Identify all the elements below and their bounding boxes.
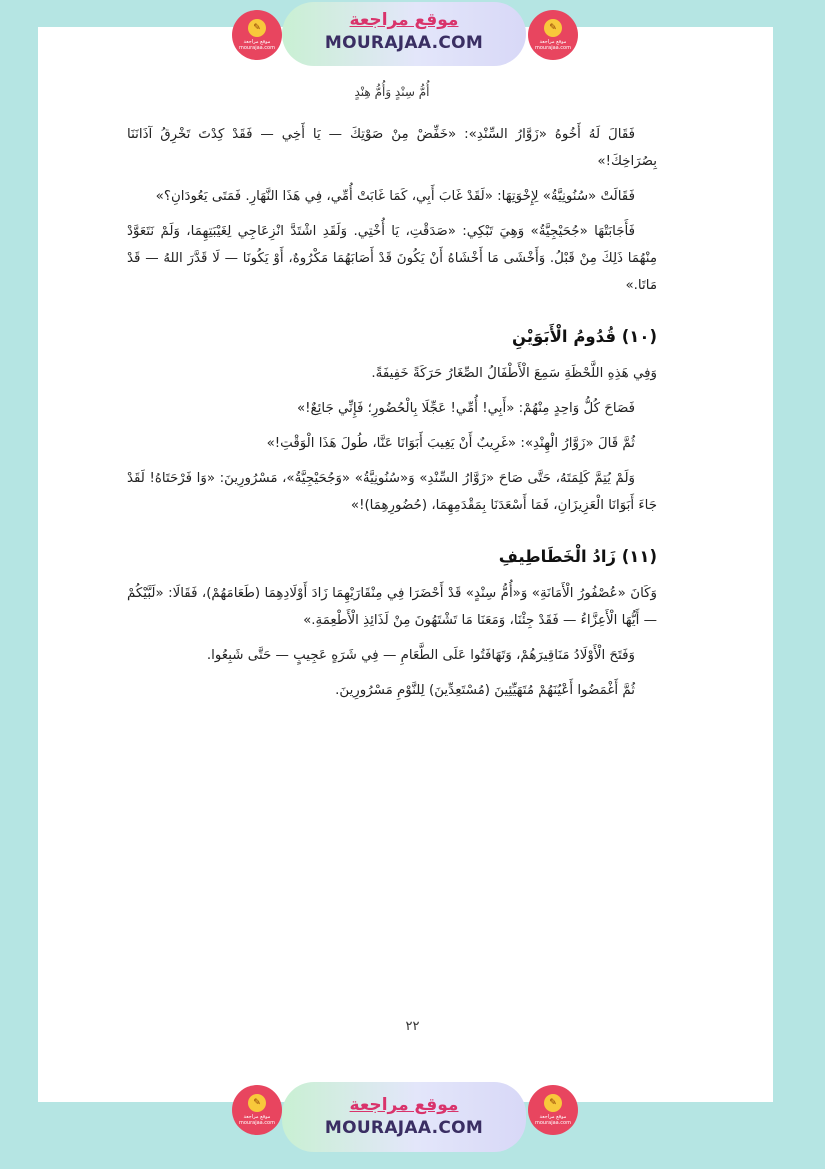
paragraph: فَأَجَابَتْهَا «جُحَيْجِيَّةُ» وَهِيَ تَبْكِي: «صَدَقْتِ، يَا أُخْتِي. وَلَقَدِ اشْتَدَّ انْزِعَاجِي لِغَيْبَتِهِمَا، وَلَمْ نَتَعَوَّدْ مِنْهُمَا ذَلِكَ مِنْ قَبْلُ. وَأَخْشَى مَا أَخْشَاهُ أَنْ يَكُونَ قَدْ أَصَابَهُمَا مَكْرُوهٌ، أَوْ يَكُونَا — لَا قَدَّرَ اللهُ — قَدْ مَاتَا.» <box>127 224 657 293</box>
logo-badge-icon: ✎ <box>248 1094 266 1112</box>
paragraph: فَقَالَ لَهُ أَخُوهُ «زَوَّارُ السِّنْدِ»: «خَفِّضْ مِنْ صَوْتِكَ — يَا أَخِي — فَقَدْ كِدْتَ تَخْرِقُ آذَانَنَا بِصُرَاخِكَ!» <box>127 127 657 169</box>
logo-caption: موقع مراجعة mourajaa.com <box>238 39 275 51</box>
paragraph: وَلَمْ يُتِمَّ كَلِمَتَهُ، حَتَّى صَاحَ «زَوَّارُ السِّنْدِ» وَ«سُنُونِيَّةُ» «وَجُحَيْجِيَّةُ»، مَسْرُورِينَ: «وَا فَرْحَتَاهُ! لَقَدْ جَاءَ أَبَوَانَا الْعَزِيزَانِ، فَمَا أَسْعَدَنَا بِمَقْدَمِهِمَا، (حُضُورِهِمَا)!» <box>127 471 657 513</box>
logo-caption: موقع مراجعة mourajaa.com <box>238 1114 275 1126</box>
site-logo-right-footer[interactable] <box>528 1085 578 1135</box>
paragraph: وَفِي هَذِهِ اللَّحْظَةِ سَمِعَ الْأَطْفَالُ الصِّغَارُ حَرَكَةً خَفِيفَةً. <box>371 366 657 381</box>
site-name-arabic[interactable]: موقع مراجعة <box>349 10 459 30</box>
logo-badge-icon: ✎ <box>544 1094 562 1112</box>
paragraph: فَقَالَتْ «سُنُونِيَّةُ» لِإِخْوَتِهَا: «لَقَدْ غَابَ أَبِي، كَمَا غَابَتْ أُمِّي، فِي هَذَا النَّهَارِ. فَمَتَى يَعُودَانِ؟» <box>155 189 635 204</box>
site-logo-left-footer[interactable] <box>232 1085 282 1135</box>
site-name-english[interactable]: MOURAJAA.COM <box>324 1118 484 1138</box>
running-title: أُمُّ سِنْدٍ وَأُمُّ هِنْدٍ <box>354 85 430 99</box>
paragraph: ثُمَّ قَالَ «زَوَّارُ الْهِنْدِ»: «غَرِيبٌ أَنْ يَغِيبَ أَبَوَانَا عَنَّا، طُولَ هَذَا الْوَقْتِ!» <box>266 436 635 451</box>
site-banner-footer[interactable] <box>282 1082 526 1152</box>
site-name-english[interactable]: MOURAJAA.COM <box>324 33 484 53</box>
section-heading-10: (١٠) قُدُومُ الْأَبَوَيْنِ <box>512 327 657 346</box>
site-banner[interactable] <box>282 2 526 66</box>
paragraph: فَصَاحَ كُلُّ وَاحِدٍ مِنْهُمْ: «أَبِي! أُمِّي! عَجِّلَا بِالْحُضُورِ؛ فَإِنِّي جَائِعٌ!» <box>296 401 635 416</box>
paragraph: وَفَتَحَ الْأَوْلَادُ مَنَاقِيرَهُمْ، وَتَهَافَتُوا عَلَى الطَّعَامِ — فِي شَرَهٍ عَجِيبٍ — حَتَّى شَبِعُوا. <box>206 648 635 663</box>
page-number: ٢٢ <box>405 1019 420 1034</box>
paragraph: وَكَانَ «عُصْفُورُ الْأَمَانَةِ» وَ«أُمُّ سِنْدٍ» قَدْ أَحْضَرَا فِي مِنْقَارَيْهِمَا زَادَ أَوْلَادِهِمَا (طَعَامَهُمْ)، فَقَالَا: «لَبَّيْكُمْ — أَيُّهَا الْأَعِزَّاءُ — فَقَدْ جِئْنَا، وَمَعَنَا مَا تَشْتَهُونَ مِنْ لَذَائِذِ الْأَطْعِمَةِ.» <box>127 586 657 628</box>
logo-badge-icon: ✎ <box>248 19 266 37</box>
site-name-arabic[interactable]: موقع مراجعة <box>349 1095 459 1115</box>
document-body <box>127 85 657 712</box>
section-heading-11: (١١) زَادُ الْخَطَاطِيفِ <box>498 547 657 566</box>
logo-badge-icon: ✎ <box>544 19 562 37</box>
paragraph: ثُمَّ أَغْمَضُوا أَعْيُنَهُمْ مُتَهَيِّئِينَ (مُسْتَعِدِّينَ) لِلنَّوْمِ مَسْرُورِينَ. <box>335 683 635 698</box>
site-logo-right[interactable] <box>528 10 578 60</box>
logo-caption: موقع مراجعة mourajaa.com <box>534 39 571 51</box>
logo-caption: موقع مراجعة mourajaa.com <box>534 1114 571 1126</box>
site-logo-left[interactable] <box>232 10 282 60</box>
